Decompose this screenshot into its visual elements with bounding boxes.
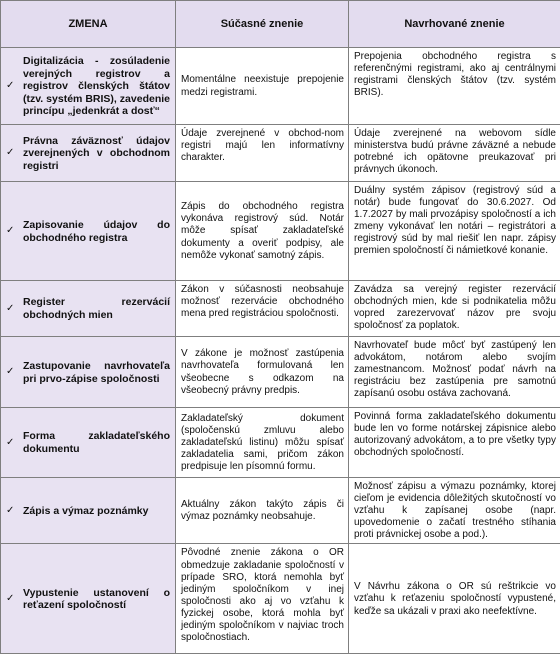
check-icon: ✓ [6, 224, 14, 238]
current-cell: Zápis do obchodného registra vykonáva registrový súd. Notár môže spísať zakladateľské dokumenty a overiť podpisy, ale nemôže vykonať samotný zápis. [176, 182, 349, 281]
current-cell: Údaje zverejnené v obchod-nom registri majú len informatívny charakter. [176, 125, 349, 182]
change-cell [1, 48, 176, 125]
table-row [1, 337, 560, 408]
check-icon: ✓ [6, 592, 14, 606]
check-icon: ✓ [6, 302, 14, 316]
header-proposed: Navrhované znenie [349, 1, 560, 48]
change-text: Zapisovanie údajov do obchodného registra [23, 219, 170, 244]
proposed-cell: Prepojenia obchodného registra s referenčnými registrami, ako aj centrálnymi registrami členských štátov (tzv. systém BRIS). [349, 48, 560, 125]
change-text: Zastupovanie navrhovateľa pri prvo-zápise spoločnosti [23, 360, 170, 385]
change-text: Právna záväznosť údajov zverejnených v obchodnom registri [23, 135, 170, 172]
proposed-cell: Navrhovateľ bude môcť byť zastúpený len advokátom, notárom alebo svojím zamestnancom. Možnosť podať návrh na registráciu bez zastúpenia pre samotnú zapísanú osobu ostáva zachovaná. [349, 337, 560, 408]
table-row [1, 478, 560, 544]
change-cell [1, 125, 176, 182]
current-cell: Zakladateľský dokument (spoločenskú zmluvu alebo zakladateľskú listinu) môžu spísať zakladatelia sami, pričom zákon predpisuje len písomnú formu. [176, 408, 349, 478]
change-text: Digitalizácia - zosúladenie verejných registrov a registrov členských štátov (tzv. systém BRIS), zavedenie princípu „jedenkrát a dosť“ [23, 55, 170, 117]
current-cell: Aktuálny zákon takýto zápis či výmaz poznámky neobsahuje. [176, 478, 349, 544]
change-text: Forma zakladateľského dokumentu [23, 430, 170, 455]
change-text: Vypustenie ustanovení o reťazení spoločností [23, 587, 170, 612]
change-text: Zápis a výmaz poznámky [23, 505, 148, 517]
change-cell [1, 182, 176, 281]
table-row [1, 281, 560, 337]
current-cell: Pôvodné znenie zákona o OR obmedzuje zakladanie spoločností v prípade SRO, ktorá nemohla byť jediným spoločníkom v inej spoločnosti ako aj vo vzťahu k fyzickej osobe, ktorá mohla byť jediným spoločníkom v najviac troch spoločnostiach. [176, 544, 349, 654]
proposed-cell: Zavádza sa verejný register rezervácií obchodných mien, kde si podnikatelia môžu vopred zarezervovať názov pre svoju spoločnosť za poplatok. [349, 281, 560, 337]
proposed-cell: Údaje zverejnené na webovom sídle ministerstva budú právne záväzné a nebude potrebné ich opätovne preukazovať pri právnych úkonoch. [349, 125, 560, 182]
table-row [1, 544, 560, 654]
change-text: Register rezervácií obchodných mien [23, 296, 170, 321]
check-icon: ✓ [6, 79, 14, 93]
proposed-cell: Povinná forma zakladateľského dokumentu bude len vo forme notárskej zápisnice alebo autorizovaný advokátom, a to pre všetky typy obchodných spoločností. [349, 408, 560, 478]
check-icon: ✓ [6, 436, 14, 450]
check-icon: ✓ [6, 365, 14, 379]
proposed-cell: Duálny systém zápisov (registrový súd a notár) bude fungovať do 30.6.2027. Od 1.7.2027 by mali prvozápisy spoločností a ich zmeny vykonávať len notári – registrátori a registrový súd by mal riešiť len napr. zápisy premien spoločností či námietkové konanie. [349, 182, 560, 281]
table-row [1, 408, 560, 478]
header-change: ZMENA [1, 1, 176, 48]
check-icon: ✓ [6, 504, 14, 518]
proposed-cell: Možnosť zápisu a výmazu poznámky, ktorej cieľom je evidencia dôležitých skutočností vo vzťahu k zapísanej osobe (napr. upovedomenie o začatí trestného stíhania proti právnickej osobe a pod.). [349, 478, 560, 544]
change-cell [1, 337, 176, 408]
table-row [1, 125, 560, 182]
change-cell [1, 408, 176, 478]
header-row [1, 1, 560, 48]
header-current: Súčasné znenie [176, 1, 349, 48]
change-cell [1, 544, 176, 654]
table-row [1, 48, 560, 125]
change-cell [1, 281, 176, 337]
current-cell: Momentálne neexistuje prepojenie medzi registrami. [176, 48, 349, 125]
change-cell [1, 478, 176, 544]
table-row [1, 182, 560, 281]
current-cell: V zákone je možnosť zastúpenia navrhovateľa formulovaná len všeobecne s odkazom na všeobecný právny predpis. [176, 337, 349, 408]
proposed-cell: V Návrhu zákona o OR sú reštrikcie vo vzťahu k reťazeniu spoločností vypustené, keďže sa ukázali v praxi ako neefektívne. [349, 544, 560, 654]
check-icon: ✓ [6, 146, 14, 160]
current-cell: Zákon v súčasnosti neobsahuje možnosť rezervácie obchodného mena pred registráciou spoločnosti. [176, 281, 349, 337]
